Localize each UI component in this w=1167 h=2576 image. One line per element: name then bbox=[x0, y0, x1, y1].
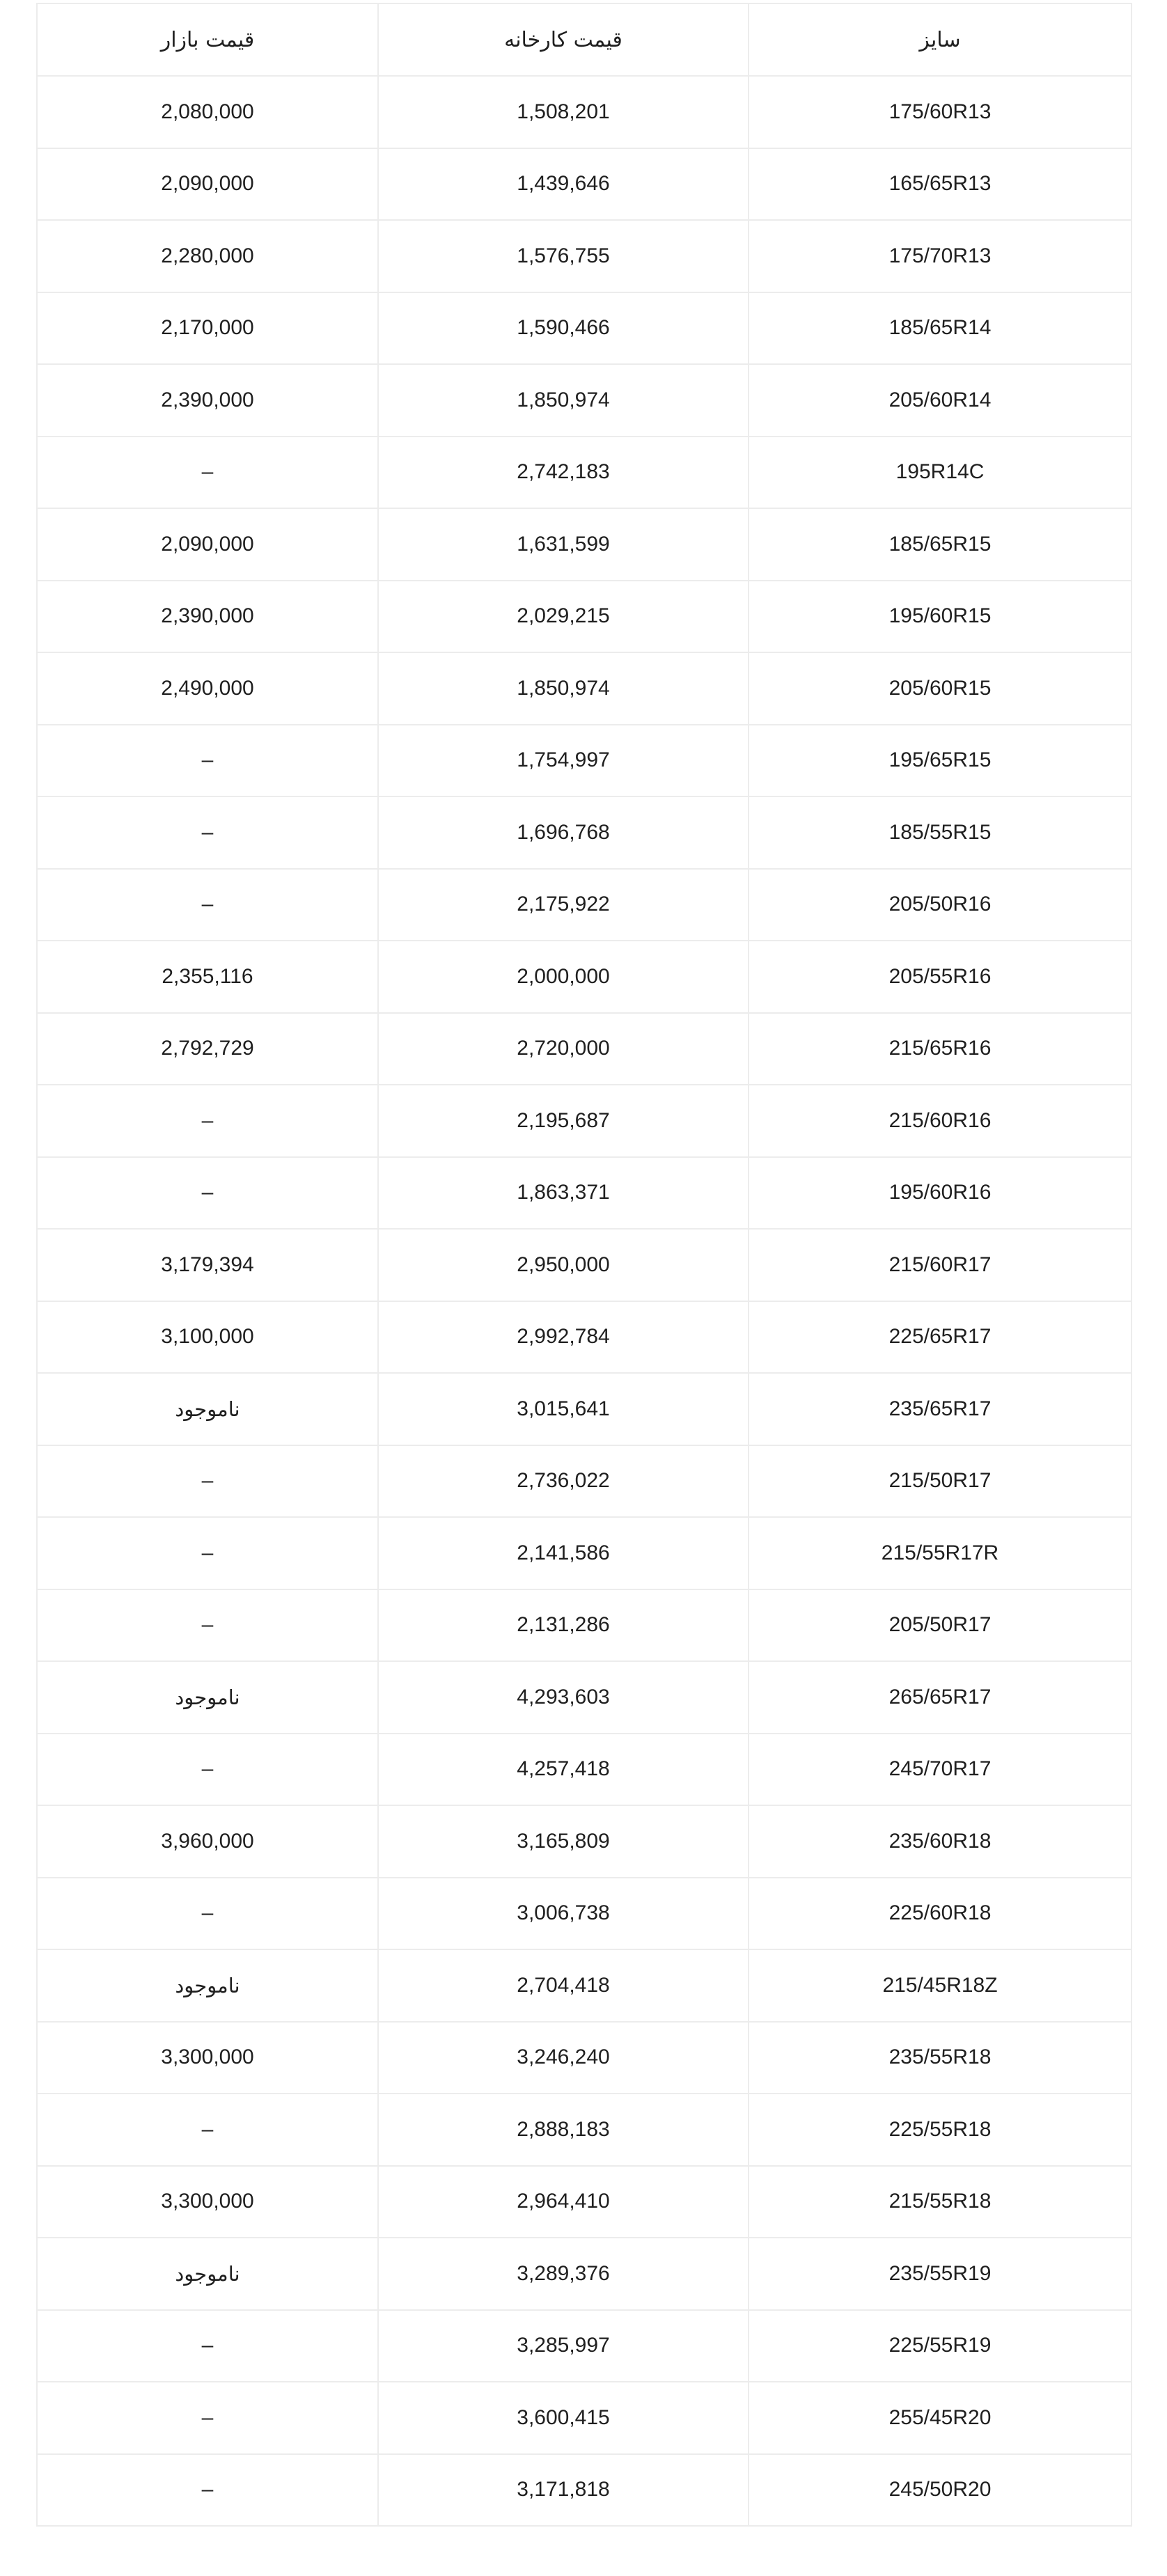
table-row bbox=[37, 148, 1131, 221]
table-header bbox=[37, 3, 1131, 76]
cell-factory-price: 1,590,466 bbox=[378, 292, 749, 365]
table-row bbox=[37, 1085, 1131, 1157]
header-market-price: قیمت بازار bbox=[37, 3, 378, 76]
cell-factory-price: 3,171,818 bbox=[378, 2454, 749, 2527]
cell-market-price: ناموجود bbox=[37, 2238, 378, 2310]
cell-market-price: 2,792,729 bbox=[37, 1013, 378, 1085]
cell-factory-price: 2,195,687 bbox=[378, 1085, 749, 1157]
table-row bbox=[37, 76, 1131, 148]
cell-size: 215/60R16 bbox=[749, 1085, 1131, 1157]
table-row bbox=[37, 1301, 1131, 1374]
tire-price-table bbox=[36, 3, 1132, 2527]
cell-size: 245/70R17 bbox=[749, 1734, 1131, 1806]
table-row bbox=[37, 292, 1131, 365]
cell-factory-price: 2,029,215 bbox=[378, 581, 749, 653]
cell-factory-price: 2,992,784 bbox=[378, 1301, 749, 1374]
cell-size: 185/65R14 bbox=[749, 292, 1131, 365]
cell-size: 185/55R15 bbox=[749, 796, 1131, 869]
table-row bbox=[37, 1229, 1131, 1301]
cell-market-price: – bbox=[37, 1085, 378, 1157]
cell-size: 215/55R17R bbox=[749, 1517, 1131, 1589]
cell-size: 215/60R17 bbox=[749, 1229, 1131, 1301]
cell-size: 235/65R17 bbox=[749, 1373, 1131, 1445]
cell-size: 175/70R13 bbox=[749, 220, 1131, 292]
table-row bbox=[37, 652, 1131, 725]
table-row bbox=[37, 508, 1131, 581]
cell-factory-price: 1,850,974 bbox=[378, 652, 749, 725]
cell-size: 165/65R13 bbox=[749, 148, 1131, 221]
cell-market-price: 2,390,000 bbox=[37, 364, 378, 437]
cell-size: 205/60R14 bbox=[749, 364, 1131, 437]
cell-market-price: 2,355,116 bbox=[37, 941, 378, 1013]
cell-size: 205/50R16 bbox=[749, 869, 1131, 941]
cell-market-price: – bbox=[37, 1157, 378, 1230]
cell-factory-price: 3,246,240 bbox=[378, 2022, 749, 2094]
cell-factory-price: 3,289,376 bbox=[378, 2238, 749, 2310]
cell-size: 245/50R20 bbox=[749, 2454, 1131, 2527]
table-row bbox=[37, 1805, 1131, 1878]
cell-market-price: 3,179,394 bbox=[37, 1229, 378, 1301]
cell-factory-price: 1,754,997 bbox=[378, 725, 749, 797]
cell-size: 265/65R17 bbox=[749, 1661, 1131, 1734]
cell-market-price: – bbox=[37, 1878, 378, 1950]
cell-size: 235/55R19 bbox=[749, 2238, 1131, 2310]
cell-market-price: 3,100,000 bbox=[37, 1301, 378, 1374]
cell-factory-price: 2,720,000 bbox=[378, 1013, 749, 1085]
cell-factory-price: 3,285,997 bbox=[378, 2310, 749, 2382]
cell-market-price: – bbox=[37, 725, 378, 797]
cell-market-price: ناموجود bbox=[37, 1373, 378, 1445]
table-row bbox=[37, 1013, 1131, 1085]
cell-factory-price: 4,257,418 bbox=[378, 1734, 749, 1806]
cell-size: 195/65R15 bbox=[749, 725, 1131, 797]
table-row bbox=[37, 1517, 1131, 1589]
cell-size: 215/65R16 bbox=[749, 1013, 1131, 1085]
cell-market-price: – bbox=[37, 2454, 378, 2527]
cell-size: 255/45R20 bbox=[749, 2382, 1131, 2454]
price-table-container bbox=[36, 3, 1131, 2527]
header-size: سایز bbox=[749, 3, 1131, 76]
table-row bbox=[37, 220, 1131, 292]
cell-factory-price: 1,863,371 bbox=[378, 1157, 749, 1230]
cell-market-price: – bbox=[37, 2310, 378, 2382]
cell-size: 205/60R15 bbox=[749, 652, 1131, 725]
table-row bbox=[37, 2166, 1131, 2238]
cell-market-price: – bbox=[37, 437, 378, 509]
header-factory-price: قیمت کارخانه bbox=[378, 3, 749, 76]
table-row bbox=[37, 2382, 1131, 2454]
table-row bbox=[37, 2454, 1131, 2527]
cell-factory-price: 1,631,599 bbox=[378, 508, 749, 581]
cell-factory-price: 1,508,201 bbox=[378, 76, 749, 148]
table-row bbox=[37, 364, 1131, 437]
cell-market-price: – bbox=[37, 796, 378, 869]
cell-market-price: – bbox=[37, 1734, 378, 1806]
cell-market-price: 2,490,000 bbox=[37, 652, 378, 725]
table-row bbox=[37, 869, 1131, 941]
table-row bbox=[37, 941, 1131, 1013]
table-row bbox=[37, 437, 1131, 509]
cell-size: 195/60R16 bbox=[749, 1157, 1131, 1230]
table-row bbox=[37, 2310, 1131, 2382]
cell-size: 205/50R17 bbox=[749, 1589, 1131, 1662]
cell-size: 215/45R18Z bbox=[749, 1949, 1131, 2022]
cell-market-price: 2,170,000 bbox=[37, 292, 378, 365]
cell-size: 195R14C bbox=[749, 437, 1131, 509]
cell-factory-price: 3,015,641 bbox=[378, 1373, 749, 1445]
table-row bbox=[37, 1734, 1131, 1806]
table-row bbox=[37, 2094, 1131, 2166]
cell-factory-price: 3,006,738 bbox=[378, 1878, 749, 1950]
cell-market-price: 3,300,000 bbox=[37, 2022, 378, 2094]
cell-market-price: – bbox=[37, 869, 378, 941]
cell-factory-price: 2,736,022 bbox=[378, 1445, 749, 1518]
table-row bbox=[37, 1949, 1131, 2022]
cell-factory-price: 3,600,415 bbox=[378, 2382, 749, 2454]
cell-market-price: – bbox=[37, 1517, 378, 1589]
cell-market-price: ناموجود bbox=[37, 1661, 378, 1734]
cell-size: 225/65R17 bbox=[749, 1301, 1131, 1374]
cell-factory-price: 2,964,410 bbox=[378, 2166, 749, 2238]
header-row bbox=[37, 3, 1131, 76]
cell-factory-price: 4,293,603 bbox=[378, 1661, 749, 1734]
table-row bbox=[37, 2238, 1131, 2310]
cell-size: 185/65R15 bbox=[749, 508, 1131, 581]
cell-size: 215/50R17 bbox=[749, 1445, 1131, 1518]
table-row bbox=[37, 581, 1131, 653]
cell-size: 225/60R18 bbox=[749, 1878, 1131, 1950]
cell-size: 205/55R16 bbox=[749, 941, 1131, 1013]
table-row bbox=[37, 1661, 1131, 1734]
cell-market-price: – bbox=[37, 2382, 378, 2454]
table-row bbox=[37, 1445, 1131, 1518]
table-row bbox=[37, 1589, 1131, 1662]
cell-factory-price: 2,141,586 bbox=[378, 1517, 749, 1589]
cell-size: 235/55R18 bbox=[749, 2022, 1131, 2094]
cell-size: 225/55R19 bbox=[749, 2310, 1131, 2382]
table-row bbox=[37, 725, 1131, 797]
cell-market-price: – bbox=[37, 2094, 378, 2166]
table-row bbox=[37, 1157, 1131, 1230]
cell-factory-price: 2,000,000 bbox=[378, 941, 749, 1013]
cell-size: 175/60R13 bbox=[749, 76, 1131, 148]
cell-factory-price: 2,131,286 bbox=[378, 1589, 749, 1662]
cell-market-price: 2,090,000 bbox=[37, 508, 378, 581]
cell-factory-price: 2,175,922 bbox=[378, 869, 749, 941]
cell-size: 215/55R18 bbox=[749, 2166, 1131, 2238]
table-row bbox=[37, 2022, 1131, 2094]
cell-factory-price: 2,742,183 bbox=[378, 437, 749, 509]
cell-market-price: ناموجود bbox=[37, 1949, 378, 2022]
cell-factory-price: 2,888,183 bbox=[378, 2094, 749, 2166]
cell-size: 195/60R15 bbox=[749, 581, 1131, 653]
table-row bbox=[37, 1373, 1131, 1445]
cell-factory-price: 1,576,755 bbox=[378, 220, 749, 292]
cell-market-price: 2,090,000 bbox=[37, 148, 378, 221]
cell-factory-price: 1,696,768 bbox=[378, 796, 749, 869]
cell-market-price: 3,960,000 bbox=[37, 1805, 378, 1878]
cell-market-price: 2,390,000 bbox=[37, 581, 378, 653]
table-row bbox=[37, 796, 1131, 869]
cell-market-price: 3,300,000 bbox=[37, 2166, 378, 2238]
cell-size: 225/55R18 bbox=[749, 2094, 1131, 2166]
table-row bbox=[37, 1878, 1131, 1950]
cell-factory-price: 1,439,646 bbox=[378, 148, 749, 221]
cell-factory-price: 1,850,974 bbox=[378, 364, 749, 437]
cell-factory-price: 3,165,809 bbox=[378, 1805, 749, 1878]
table-body bbox=[37, 76, 1131, 2526]
cell-market-price: – bbox=[37, 1589, 378, 1662]
cell-factory-price: 2,704,418 bbox=[378, 1949, 749, 2022]
cell-market-price: 2,280,000 bbox=[37, 220, 378, 292]
cell-size: 235/60R18 bbox=[749, 1805, 1131, 1878]
cell-factory-price: 2,950,000 bbox=[378, 1229, 749, 1301]
cell-market-price: – bbox=[37, 1445, 378, 1518]
cell-market-price: 2,080,000 bbox=[37, 76, 378, 148]
